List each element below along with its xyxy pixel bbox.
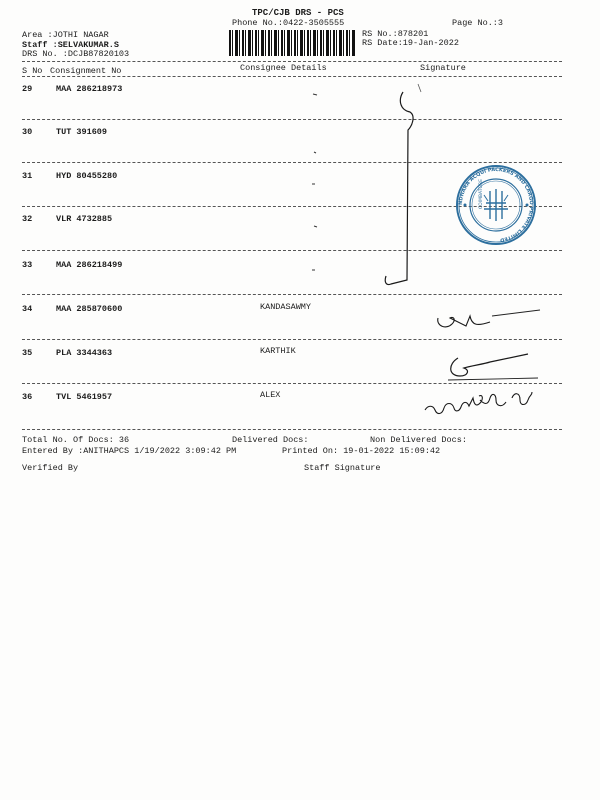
- area-label: Area :JOTHI NAGAR: [22, 30, 109, 40]
- row-consignment: TVL 5461957: [56, 392, 113, 402]
- row-sno: 29: [22, 84, 33, 94]
- staff-label: Staff :SELVAKUMAR.S: [22, 40, 119, 50]
- column-sno: S No: [22, 66, 43, 76]
- row-consignment: TUT 391609: [56, 127, 108, 137]
- total-docs: Total No. Of Docs: 36: [22, 435, 130, 445]
- pen-mark: [314, 152, 316, 153]
- rs-number: RS No.:878201: [362, 29, 429, 39]
- signature-stroke: [425, 392, 532, 414]
- row-consignee: KANDASAWMY: [260, 302, 312, 312]
- row-consignment: VLR 4732885: [56, 214, 113, 224]
- signature-stroke: [438, 316, 490, 327]
- drs-number: DRS No. :DCJB87820103: [22, 49, 130, 59]
- row-sno: 35: [22, 348, 33, 358]
- row-consignee: ALEX: [260, 390, 281, 400]
- row-consignee: KARTHIK: [260, 346, 296, 356]
- row-consignment: PLA 3344363: [56, 348, 113, 358]
- signature-stroke: [448, 378, 538, 380]
- row-consignment: MAA 286218973: [56, 84, 123, 94]
- printed-on: Printed On: 19-01-2022 15:09:42: [282, 446, 441, 456]
- row-consignment: MAA 285870600: [56, 304, 123, 314]
- rs-date: RS Date:19-Jan-2022: [362, 38, 459, 48]
- row-sno: 31: [22, 171, 33, 181]
- row-sno: 34: [22, 304, 33, 314]
- row-consignment: HYD 80455280: [56, 171, 118, 181]
- row-sno: 36: [22, 392, 33, 402]
- staff-signature-label: Staff Signature: [304, 463, 381, 473]
- document-title: TPC/CJB DRS - PCS: [252, 8, 344, 18]
- row-sno: 30: [22, 127, 33, 137]
- phone-number: Phone No.:0422-3505555: [232, 18, 345, 28]
- column-consignee: Consignee Details: [240, 63, 327, 73]
- column-consignment: Consignment No: [50, 66, 122, 76]
- non-delivered-docs: Non Delivered Docs:: [370, 435, 467, 445]
- page-number: Page No.:3: [452, 18, 504, 28]
- company-stamp: [457, 166, 535, 244]
- row-consignment: MAA 286218499: [56, 260, 123, 270]
- signature-stroke: [385, 92, 413, 285]
- row-sno: 33: [22, 260, 33, 270]
- entered-by: Entered By :ANITHAPCS 1/19/2022 3:09:42 PM: [22, 446, 237, 456]
- row-sno: 32: [22, 214, 33, 224]
- delivered-docs: Delivered Docs:: [232, 435, 309, 445]
- verified-by: Verified By: [22, 463, 79, 473]
- pen-mark: [313, 94, 317, 95]
- pen-mark: [314, 226, 317, 227]
- signature-stroke: [492, 310, 540, 316]
- stamp-center-text: COIMBATORE: [479, 179, 484, 209]
- signature-stroke: [418, 84, 421, 92]
- signature-stroke: [451, 354, 528, 376]
- column-signature: Signature: [420, 63, 466, 73]
- stamp-ring-path: NDHARA ACQUI PACKERS AND CARGO PRIVATE LIMITED: [457, 166, 535, 243]
